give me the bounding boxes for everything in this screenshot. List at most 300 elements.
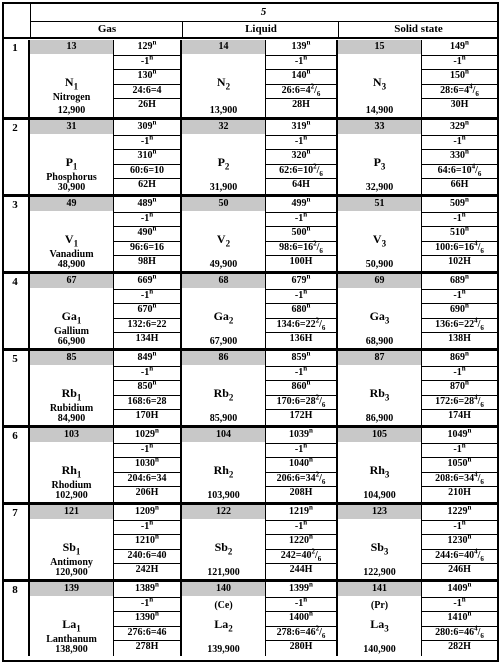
element-cell bbox=[28, 351, 180, 425]
value-row-5: 282H bbox=[448, 641, 471, 653]
ratio-slash: / bbox=[316, 241, 320, 253]
element-cell bbox=[180, 428, 336, 502]
value-superscript: n bbox=[152, 224, 157, 233]
ratio-denominator: 6 bbox=[321, 477, 326, 486]
value-superscript: n bbox=[155, 532, 159, 541]
value-superscript: n bbox=[303, 518, 308, 527]
value-value: 1210 bbox=[135, 535, 156, 547]
ratio-denominator: 6 bbox=[475, 89, 479, 98]
ratio-slash: / bbox=[475, 164, 478, 176]
value-value: 869 bbox=[450, 352, 466, 363]
value-value: 310 bbox=[137, 150, 153, 162]
value-value: 150 bbox=[450, 70, 466, 82]
value-row-1 bbox=[266, 274, 336, 290]
element-name: Nitrogen bbox=[52, 92, 91, 103]
period-number: 7 bbox=[12, 507, 18, 519]
value-row-2 bbox=[266, 135, 336, 151]
value-row-4 bbox=[422, 318, 497, 334]
element-values bbox=[266, 120, 336, 194]
element-symbol bbox=[30, 463, 113, 479]
element-name-area bbox=[30, 134, 114, 194]
value-row-4 bbox=[266, 549, 336, 565]
value-value: 320 bbox=[291, 150, 307, 162]
element-symbol-letters: P bbox=[65, 155, 73, 169]
element-name-area bbox=[182, 365, 266, 425]
element-cell bbox=[180, 582, 336, 656]
value-row-5: 136H bbox=[289, 333, 313, 345]
value-row-1 bbox=[266, 197, 336, 213]
value-row-2 bbox=[422, 597, 497, 613]
element-mass: 13,900 bbox=[209, 105, 238, 116]
value-value: -1 bbox=[140, 135, 150, 147]
element-cell bbox=[180, 505, 336, 579]
element-name-area bbox=[182, 211, 266, 271]
value-superscript: n bbox=[306, 272, 311, 281]
value-superscript: n bbox=[306, 67, 311, 76]
value-row-2 bbox=[422, 366, 497, 382]
ratio-numerator: 4 bbox=[471, 162, 476, 171]
value-value: 1390 bbox=[135, 612, 156, 624]
value-superscript: n bbox=[461, 441, 466, 450]
element-symbol bbox=[30, 155, 113, 171]
value-superscript: n bbox=[306, 349, 311, 358]
atomic-number: 86 bbox=[182, 351, 266, 365]
atomic-number: 85 bbox=[30, 351, 114, 365]
value-superscript: n bbox=[303, 441, 308, 450]
value-row-4: 240:6=40 bbox=[114, 549, 180, 565]
ratio-numerator: 4 bbox=[474, 239, 478, 248]
element-cell bbox=[180, 351, 336, 425]
value-superscript: n bbox=[309, 609, 313, 618]
element-symbol bbox=[182, 540, 265, 556]
value-value: 140 bbox=[291, 70, 307, 82]
value-row-5: 210H bbox=[448, 487, 471, 499]
value-row-2 bbox=[422, 55, 497, 71]
value-value: 690 bbox=[450, 304, 466, 316]
atomic-number: 49 bbox=[30, 197, 114, 211]
value-row-2 bbox=[114, 366, 180, 382]
element-name: Gallium bbox=[53, 326, 89, 337]
value-row-2 bbox=[114, 212, 180, 228]
value-row-4 bbox=[266, 626, 336, 642]
value-value: -1 bbox=[140, 289, 150, 301]
element-cell bbox=[336, 582, 497, 656]
value-value: 1040 bbox=[289, 458, 310, 470]
element-values bbox=[422, 582, 497, 656]
element-mass: 32,900 bbox=[365, 182, 394, 193]
element-mass: 12,900 bbox=[57, 105, 86, 116]
element-symbol bbox=[182, 617, 265, 633]
element-symbol bbox=[30, 75, 113, 91]
value-value: -1 bbox=[453, 366, 462, 378]
value-superscript: n bbox=[303, 133, 308, 142]
atomic-number: 15 bbox=[338, 40, 422, 54]
value-row-5: 28H bbox=[292, 99, 310, 111]
ratio-slash: / bbox=[472, 84, 476, 96]
element-values bbox=[266, 40, 336, 117]
element-symbol-index: 1 bbox=[72, 161, 78, 172]
ratio-denominator: 6 bbox=[321, 400, 326, 409]
element-symbol-letters: N bbox=[64, 75, 74, 89]
value-value: 1209 bbox=[135, 506, 156, 517]
value-row-4 bbox=[422, 472, 497, 488]
value-row-1 bbox=[422, 40, 497, 56]
ratio-numerator: 2 bbox=[315, 316, 320, 325]
element-cell bbox=[180, 197, 336, 271]
value-value: 1039 bbox=[289, 429, 310, 440]
ratio-slash: / bbox=[477, 318, 481, 330]
value-value: 1389 bbox=[135, 583, 156, 594]
element-symbol-letters: Rh bbox=[61, 463, 77, 477]
value-superscript: n bbox=[306, 118, 311, 127]
value-row-2 bbox=[422, 289, 497, 305]
ratio-denominator: 6 bbox=[480, 323, 484, 332]
ratio-value: 62:6=10 bbox=[279, 164, 314, 176]
ratio-value: 28:6=4 bbox=[440, 84, 470, 96]
element-symbol-letters: P bbox=[373, 155, 381, 169]
value-value: 129 bbox=[137, 41, 153, 52]
element-symbol-letters: N bbox=[372, 75, 382, 89]
ratio-denominator: 6 bbox=[319, 246, 323, 255]
element-values bbox=[422, 274, 497, 348]
ratio-value: 170:6=28 bbox=[276, 395, 316, 407]
element-mass: 48,900 bbox=[57, 259, 86, 270]
value-row-5: 280H bbox=[289, 641, 313, 653]
value-value: -1 bbox=[453, 212, 462, 224]
value-row-2 bbox=[266, 366, 336, 382]
element-values bbox=[422, 428, 497, 502]
ratio-denominator: 6 bbox=[316, 89, 321, 98]
element-cell bbox=[180, 40, 336, 117]
element-name-area bbox=[338, 134, 422, 194]
value-value: -1 bbox=[453, 55, 462, 67]
value-row-5: 134H bbox=[135, 333, 159, 345]
value-row-3 bbox=[114, 149, 180, 165]
element-symbol-index: 2 bbox=[224, 161, 230, 172]
element-mass: 14,900 bbox=[365, 105, 394, 116]
period-number: 6 bbox=[12, 430, 18, 442]
element-alias: (Ce) bbox=[214, 600, 233, 611]
element-symbol-index: 2 bbox=[227, 546, 233, 557]
value-row-4 bbox=[266, 84, 336, 100]
atomic-number: 122 bbox=[182, 505, 266, 519]
element-name-area bbox=[338, 519, 422, 579]
value-superscript: n bbox=[303, 53, 308, 62]
ratio-slash: / bbox=[319, 626, 322, 638]
period-block bbox=[4, 502, 497, 579]
value-value: 329 bbox=[450, 121, 466, 132]
value-row-5: 172H bbox=[289, 410, 313, 422]
value-row-2 bbox=[266, 289, 336, 305]
ratio-denominator: 6 bbox=[317, 554, 322, 563]
value-superscript: n bbox=[465, 195, 469, 204]
element-values bbox=[266, 197, 336, 271]
atomic-number: 121 bbox=[30, 505, 114, 519]
element-symbol bbox=[182, 309, 265, 325]
element-cell bbox=[336, 120, 497, 194]
value-row-1 bbox=[422, 120, 497, 136]
value-superscript: n bbox=[155, 455, 159, 464]
value-row-3 bbox=[422, 457, 497, 473]
element-name-area bbox=[182, 596, 266, 656]
element-mass: 86,900 bbox=[365, 413, 394, 424]
value-superscript: n bbox=[465, 38, 469, 47]
element-cell bbox=[28, 40, 180, 117]
element-symbol-letters: La bbox=[214, 617, 229, 631]
element-mass: 138,900 bbox=[55, 644, 88, 655]
element-cell bbox=[336, 351, 497, 425]
element-mass: 139,900 bbox=[207, 644, 240, 655]
value-row-3 bbox=[114, 611, 180, 627]
element-name: Antimony bbox=[50, 557, 93, 568]
element-cell bbox=[28, 582, 180, 656]
value-superscript: n bbox=[149, 210, 154, 219]
value-superscript: n bbox=[303, 364, 308, 373]
value-row-4: 204:6=34 bbox=[114, 472, 180, 488]
value-value: 500 bbox=[291, 227, 307, 239]
value-value: -1 bbox=[140, 366, 150, 378]
value-row-1 bbox=[114, 274, 180, 290]
value-row-4 bbox=[422, 626, 497, 642]
value-superscript: n bbox=[467, 532, 472, 541]
element-mass: 50,900 bbox=[365, 259, 394, 270]
element-symbol-index: 2 bbox=[225, 81, 231, 92]
element-symbol bbox=[338, 75, 421, 91]
value-value: 860 bbox=[291, 381, 307, 393]
element-name-area bbox=[30, 365, 114, 425]
element-symbol-index: 3 bbox=[381, 238, 387, 249]
element-alias: (Pr) bbox=[370, 600, 389, 611]
value-row-1 bbox=[422, 582, 497, 598]
value-value: 490 bbox=[137, 227, 153, 239]
element-symbol bbox=[182, 75, 265, 91]
value-value: 849 bbox=[137, 352, 153, 363]
element-symbol-letters: Rh bbox=[213, 463, 229, 477]
value-superscript: n bbox=[461, 53, 466, 62]
value-superscript: n bbox=[465, 301, 469, 310]
period-block bbox=[4, 194, 497, 271]
period-number: 3 bbox=[12, 199, 18, 211]
element-symbol-letters: V bbox=[372, 232, 382, 246]
value-row-4: 132:6=22 bbox=[114, 318, 180, 334]
ratio-numerator: 2 bbox=[310, 82, 315, 91]
element-symbol-index: 3 bbox=[381, 81, 387, 92]
value-row-2 bbox=[266, 520, 336, 536]
atomic-number: 140 bbox=[182, 582, 266, 596]
value-value: 1219 bbox=[289, 506, 310, 517]
element-name-area bbox=[338, 54, 422, 117]
period-block bbox=[4, 40, 497, 117]
element-cell bbox=[180, 120, 336, 194]
value-value: -1 bbox=[453, 289, 462, 301]
value-value: 149 bbox=[450, 41, 466, 52]
element-mass: 67,900 bbox=[209, 336, 238, 347]
period-number: 1 bbox=[12, 42, 18, 54]
ratio-denominator: 6 bbox=[321, 631, 326, 640]
element-symbol-letters: P bbox=[217, 155, 225, 169]
period-number: 2 bbox=[12, 122, 18, 134]
atomic-number: 51 bbox=[338, 197, 422, 211]
value-superscript: n bbox=[467, 426, 472, 435]
value-row-3 bbox=[114, 380, 180, 396]
ratio-value: 280:6=46 bbox=[435, 626, 475, 638]
value-superscript: n bbox=[465, 378, 469, 387]
element-symbol-letters: Sb bbox=[214, 540, 228, 554]
value-value: -1 bbox=[294, 289, 304, 301]
value-row-5: 244H bbox=[289, 564, 313, 576]
element-name-area bbox=[182, 54, 266, 117]
value-superscript: n bbox=[309, 455, 313, 464]
value-value: 1400 bbox=[289, 612, 310, 624]
value-row-2 bbox=[266, 443, 336, 459]
value-value: -1 bbox=[453, 520, 462, 532]
element-symbol bbox=[182, 386, 265, 402]
ratio-value: 64:6=10 bbox=[437, 164, 472, 176]
value-row-2 bbox=[114, 597, 180, 613]
element-symbol-letters: La bbox=[370, 617, 385, 631]
value-value: 330 bbox=[450, 150, 466, 162]
ratio-denominator: 6 bbox=[321, 323, 326, 332]
element-name-area bbox=[30, 54, 114, 117]
value-superscript: n bbox=[465, 147, 469, 156]
value-row-3 bbox=[422, 611, 497, 627]
ratio-slash: / bbox=[477, 549, 481, 561]
header-divider bbox=[4, 37, 497, 39]
element-values bbox=[266, 274, 336, 348]
value-row-2 bbox=[114, 289, 180, 305]
value-row-4: 96:6=16 bbox=[114, 241, 180, 257]
value-row-1 bbox=[266, 120, 336, 136]
element-table bbox=[2, 2, 499, 662]
ratio-numerator: 2 bbox=[315, 624, 320, 633]
value-superscript: n bbox=[152, 195, 157, 204]
element-cell bbox=[336, 197, 497, 271]
element-symbol-index: 1 bbox=[73, 81, 79, 92]
element-values bbox=[114, 40, 180, 117]
element-name: Phosphorus bbox=[46, 172, 97, 183]
column-header-liquid: Liquid bbox=[182, 21, 339, 37]
value-row-1 bbox=[422, 274, 497, 290]
value-value: 859 bbox=[291, 352, 307, 363]
ratio-denominator: 6 bbox=[480, 246, 484, 255]
value-value: -1 bbox=[140, 520, 150, 532]
ratio-numerator: 4 bbox=[474, 547, 478, 556]
value-row-3 bbox=[266, 457, 336, 473]
element-values bbox=[114, 274, 180, 348]
value-value: 669 bbox=[137, 275, 153, 286]
element-symbol-index: 3 bbox=[384, 315, 390, 326]
element-values bbox=[266, 428, 336, 502]
value-row-5: 278H bbox=[135, 641, 159, 653]
value-value: 319 bbox=[291, 121, 307, 132]
value-row-1 bbox=[266, 505, 336, 521]
value-row-3 bbox=[266, 69, 336, 85]
value-value: 1229 bbox=[447, 506, 468, 517]
value-row-3 bbox=[422, 149, 497, 165]
atomic-number: 33 bbox=[338, 120, 422, 134]
ratio-denominator: 6 bbox=[477, 169, 482, 178]
value-row-2 bbox=[422, 520, 497, 536]
period-block bbox=[4, 425, 497, 502]
value-row-3 bbox=[266, 226, 336, 242]
value-row-3 bbox=[114, 303, 180, 319]
ratio-value: 134:6=22 bbox=[276, 318, 316, 330]
element-name-area bbox=[338, 365, 422, 425]
period-number: 4 bbox=[12, 276, 18, 288]
value-superscript: n bbox=[465, 224, 469, 233]
element-mass: 121,900 bbox=[207, 567, 240, 578]
value-value: 1220 bbox=[289, 535, 310, 547]
element-symbol-index: 2 bbox=[225, 238, 231, 249]
value-superscript: n bbox=[149, 441, 154, 450]
value-value: -1 bbox=[294, 443, 304, 455]
value-row-5: 206H bbox=[135, 487, 159, 499]
element-name-area bbox=[182, 519, 266, 579]
element-name-area bbox=[182, 134, 266, 194]
value-row-3 bbox=[266, 534, 336, 550]
element-symbol bbox=[338, 463, 421, 479]
element-values bbox=[114, 428, 180, 502]
element-mass: 104,900 bbox=[363, 490, 396, 501]
value-row-4: 276:6=46 bbox=[114, 626, 180, 642]
element-cell bbox=[28, 428, 180, 502]
element-mass: 85,900 bbox=[209, 413, 238, 424]
element-name: Vanadium bbox=[49, 249, 94, 260]
value-row-3 bbox=[114, 226, 180, 242]
element-mass: 84,900 bbox=[57, 413, 86, 424]
element-values bbox=[114, 351, 180, 425]
value-row-1 bbox=[422, 197, 497, 213]
value-row-3 bbox=[266, 149, 336, 165]
value-superscript: n bbox=[149, 133, 154, 142]
value-superscript: n bbox=[149, 364, 154, 373]
value-value: 1409 bbox=[447, 583, 468, 594]
value-row-2 bbox=[114, 55, 180, 71]
ratio-value: 278:6=46 bbox=[276, 626, 316, 638]
value-row-5: 102H bbox=[448, 256, 471, 268]
element-symbol bbox=[338, 540, 421, 556]
value-row-5: 170H bbox=[135, 410, 159, 422]
value-superscript: n bbox=[155, 426, 159, 435]
element-symbol bbox=[182, 232, 265, 248]
value-superscript: n bbox=[152, 349, 157, 358]
atomic-number: 123 bbox=[338, 505, 422, 519]
value-row-5: 246H bbox=[448, 564, 471, 576]
value-value: -1 bbox=[294, 212, 304, 224]
element-values bbox=[422, 40, 497, 117]
element-mass: 140,900 bbox=[363, 644, 396, 655]
element-symbol-index: 2 bbox=[228, 392, 234, 403]
value-row-3 bbox=[114, 457, 180, 473]
value-superscript: n bbox=[152, 147, 157, 156]
value-row-5: 100H bbox=[289, 256, 313, 268]
value-row-2 bbox=[114, 520, 180, 536]
element-symbol-index: 1 bbox=[76, 469, 82, 480]
ratio-slash: / bbox=[316, 164, 320, 176]
element-symbol-index: 3 bbox=[380, 161, 386, 172]
ratio-value: 208:6=34 bbox=[435, 472, 475, 484]
value-row-4 bbox=[266, 241, 336, 257]
value-superscript: n bbox=[306, 195, 311, 204]
atomic-number: 69 bbox=[338, 274, 422, 288]
value-row-2 bbox=[422, 135, 497, 151]
ratio-numerator: 4 bbox=[474, 393, 478, 402]
element-name: Rhodium bbox=[51, 480, 92, 491]
value-row-3 bbox=[422, 69, 497, 85]
value-value: 1230 bbox=[447, 535, 468, 547]
value-superscript: n bbox=[461, 287, 466, 296]
element-values bbox=[266, 505, 336, 579]
